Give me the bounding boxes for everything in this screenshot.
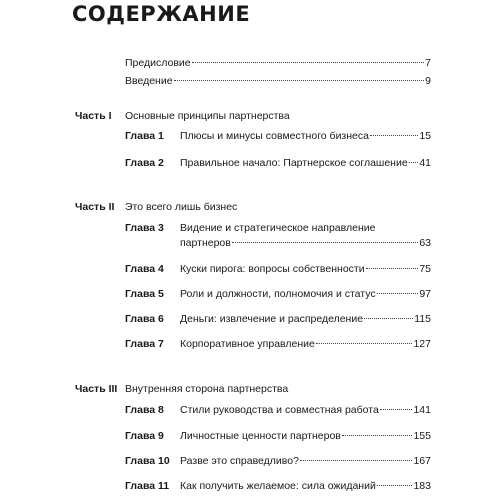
chapter-row[interactable] (0, 286, 500, 302)
toc-entry-text-continued: партнеров (180, 237, 231, 249)
toc-entry-text: Как получить желаемое: сила ожиданий (180, 480, 376, 492)
leader-dots (364, 318, 413, 319)
leader-dots (366, 268, 419, 269)
leader-dots (192, 62, 425, 63)
toc-entry-text: Роли и должности, полномочия и статус (180, 288, 376, 300)
toc-entry[interactable] (125, 73, 431, 89)
chapter-label: Глава 1 (125, 130, 164, 142)
chapter-label: Глава 7 (125, 338, 164, 350)
toc-entry-text: Введение (125, 75, 173, 87)
toc-entry[interactable] (180, 336, 431, 352)
toc-entry[interactable] (180, 235, 431, 251)
part-label: Часть III (75, 383, 118, 395)
chapter-label: Глава 11 (125, 480, 170, 492)
leader-dots (316, 343, 413, 344)
toc-entry[interactable] (180, 402, 431, 418)
toc-entry-text: Куски пирога: вопросы собственности (180, 263, 365, 275)
chapter-row[interactable] (0, 261, 500, 277)
toc-entry[interactable] (180, 311, 431, 327)
leader-dots (380, 409, 413, 410)
toc-entry-text: Стили руководства и совместная работа (180, 404, 379, 416)
chapter-label: Глава 6 (125, 313, 164, 325)
chapter-row[interactable] (0, 428, 500, 444)
part-title: Это всего лишь бизнес (125, 201, 238, 213)
toc-entry-text: Видение и стратегическое направление (180, 222, 376, 234)
chapter-row[interactable] (0, 478, 500, 494)
toc-page-number: 63 (419, 237, 431, 249)
chapter-row[interactable] (0, 453, 500, 469)
chapter-row[interactable] (0, 336, 500, 352)
toc-page-number: 127 (413, 338, 431, 350)
toc-entry-text: Деньги: извлечение и распределение (180, 313, 364, 325)
chapter-label: Глава 10 (125, 455, 170, 467)
toc-entry[interactable] (180, 478, 431, 494)
toc-entry-text: Предисловие (125, 57, 191, 69)
part-heading[interactable] (0, 108, 500, 124)
part-title: Основные принципы партнерства (125, 110, 290, 122)
toc-entry-text: Правильное начало: Партнерское соглашение (180, 157, 408, 169)
leader-dots (300, 460, 413, 461)
chapter-label: Глава 4 (125, 263, 164, 275)
chapter-row[interactable] (0, 220, 500, 236)
toc-page-number: 167 (413, 455, 431, 467)
part-label: Часть I (75, 110, 112, 122)
toc-entry-text: Корпоративное управление (180, 338, 315, 350)
toc-entry[interactable] (180, 261, 431, 277)
toc-entry-text: Разве это справедливо? (180, 455, 299, 467)
toc-entry-text: Плюсы и минусы совместного бизнеса (180, 130, 369, 142)
part-heading[interactable] (0, 381, 500, 397)
toc-page-number: 15 (419, 130, 431, 142)
chapter-label: Глава 9 (125, 430, 164, 442)
toc-intro-row[interactable] (0, 73, 500, 89)
toc-page-number: 7 (425, 57, 431, 69)
leader-dots (370, 135, 418, 136)
page-title: СОДЕРЖАНИЕ (72, 2, 251, 26)
toc-page-number: 115 (414, 313, 431, 325)
toc-entry[interactable] (180, 155, 431, 171)
toc-entry[interactable] (180, 453, 431, 469)
leader-dots (409, 162, 419, 163)
toc-entry-text: Личностные ценности партнеров (180, 430, 341, 442)
part-heading[interactable] (0, 199, 500, 215)
chapter-row[interactable] (0, 128, 500, 144)
toc-intro-row[interactable] (0, 55, 500, 71)
chapter-label: Глава 3 (125, 222, 164, 234)
chapter-row[interactable] (0, 311, 500, 327)
toc-page-number: 41 (419, 157, 431, 169)
part-title: Внутренняя сторона партнерства (125, 383, 289, 395)
toc-entry[interactable] (125, 55, 431, 71)
toc-page-number: 155 (413, 430, 431, 442)
leader-dots (174, 80, 425, 81)
toc-page-number: 9 (425, 75, 431, 87)
toc-entry[interactable] (180, 128, 431, 144)
chapter-label: Глава 2 (125, 157, 164, 169)
toc-entry[interactable] (180, 286, 431, 302)
leader-dots (377, 485, 413, 486)
chapter-label: Глава 5 (125, 288, 164, 300)
chapter-label: Глава 8 (125, 404, 164, 416)
toc-page-number: 141 (413, 404, 431, 416)
chapter-row[interactable] (0, 155, 500, 171)
toc-page-number: 75 (419, 263, 431, 275)
leader-dots (342, 435, 413, 436)
leader-dots (377, 293, 419, 294)
chapter-row[interactable] (0, 402, 500, 418)
leader-dots (232, 242, 418, 243)
toc-entry[interactable] (180, 428, 431, 444)
toc-page-number: 183 (413, 480, 431, 492)
toc-page-number: 97 (419, 288, 431, 300)
part-label: Часть II (75, 201, 115, 213)
